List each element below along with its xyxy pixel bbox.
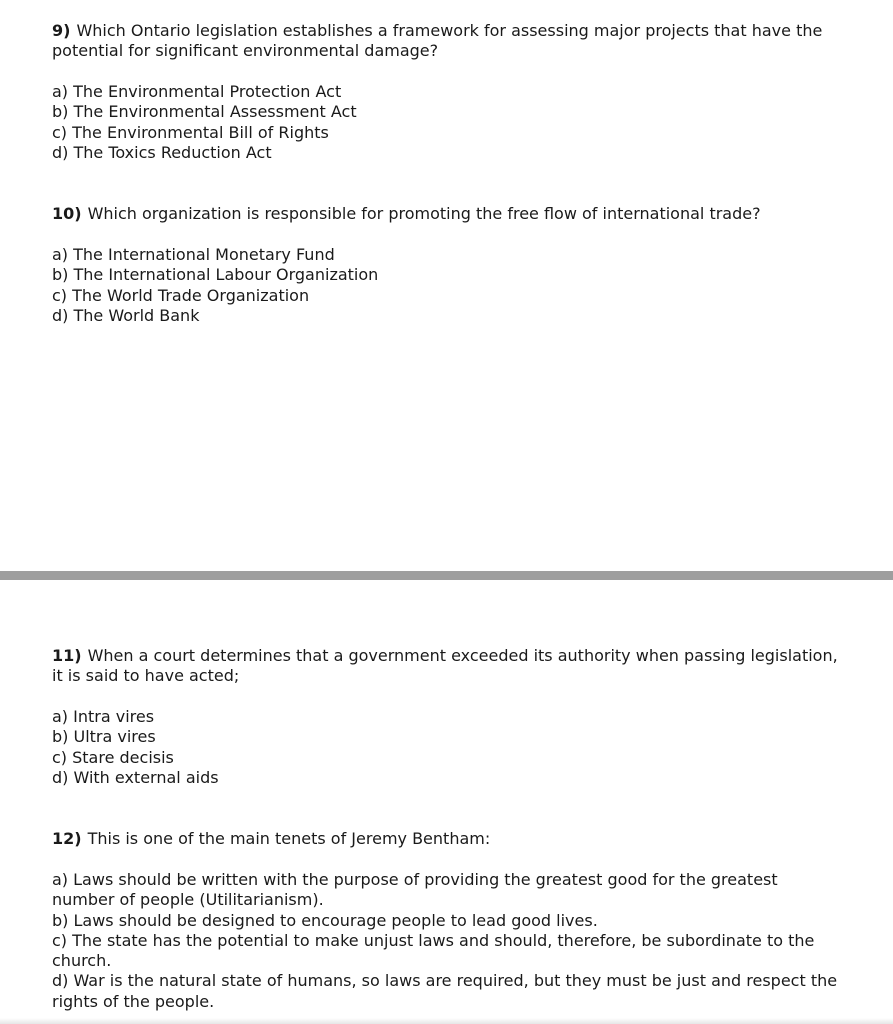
question-9 xyxy=(52,21,842,163)
answer-options xyxy=(52,245,842,326)
question-text xyxy=(52,829,842,849)
answer-option: c) The World Trade Organization xyxy=(52,285,310,305)
answer-option: c) The Environmental Bill of Rights xyxy=(52,122,329,142)
answer-option: d) The World Bank xyxy=(52,305,200,325)
answer-options xyxy=(52,707,842,788)
answer-option: c) Stare decisis xyxy=(52,747,174,767)
question-11 xyxy=(52,646,842,788)
answer-option: b) Ultra vires xyxy=(52,727,156,747)
answer-options xyxy=(52,870,842,1012)
answer-option: b) The International Labour Organization xyxy=(52,265,379,285)
question-number: 11) xyxy=(52,646,82,665)
document-page-2 xyxy=(0,580,893,1024)
question-stem: This is one of the main tenets of Jeremy Bentham: xyxy=(87,829,491,848)
question-stem: When a court determines that a government exceeded its authority when passing legislation, it is said to have acted; xyxy=(52,646,838,685)
answer-option: c) The state has the potential to make unjust laws and should, therefore, be subordinate to the church. xyxy=(52,930,815,971)
page-divider xyxy=(0,571,893,580)
question-text xyxy=(52,204,842,224)
question-10 xyxy=(52,204,842,326)
answer-option: d) War is the natural state of humans, so laws are required, but they must be just and respect the rights of the people. xyxy=(52,971,838,1011)
answer-option: a) The Environmental Protection Act xyxy=(52,82,342,101)
page-bottom-edge xyxy=(0,1018,893,1024)
answer-option: a) The International Monetary Fund xyxy=(52,245,335,264)
question-text xyxy=(52,21,842,61)
answer-option: d) With external aids xyxy=(52,767,219,787)
answer-options xyxy=(52,82,842,163)
question-number: 12) xyxy=(52,829,82,848)
answer-option: b) Laws should be designed to encourage people to lead good lives. xyxy=(52,910,598,930)
question-number: 9) xyxy=(52,21,71,40)
question-text xyxy=(52,646,842,686)
question-12 xyxy=(52,829,842,1012)
question-stem: Which organization is responsible for promoting the free flow of international trade? xyxy=(87,204,761,223)
answer-option: a) Intra vires xyxy=(52,707,155,726)
answer-option: a) Laws should be written with the purpose of providing the greatest good for the greatest number of people (Utilitarianism). xyxy=(52,870,778,910)
answer-option: b) The Environmental Assessment Act xyxy=(52,102,357,122)
question-stem: Which Ontario legislation establishes a framework for assessing major projects that have the potential for significant environmental damage? xyxy=(52,21,823,60)
question-number: 10) xyxy=(52,204,82,223)
answer-option: d) The Toxics Reduction Act xyxy=(52,142,272,162)
